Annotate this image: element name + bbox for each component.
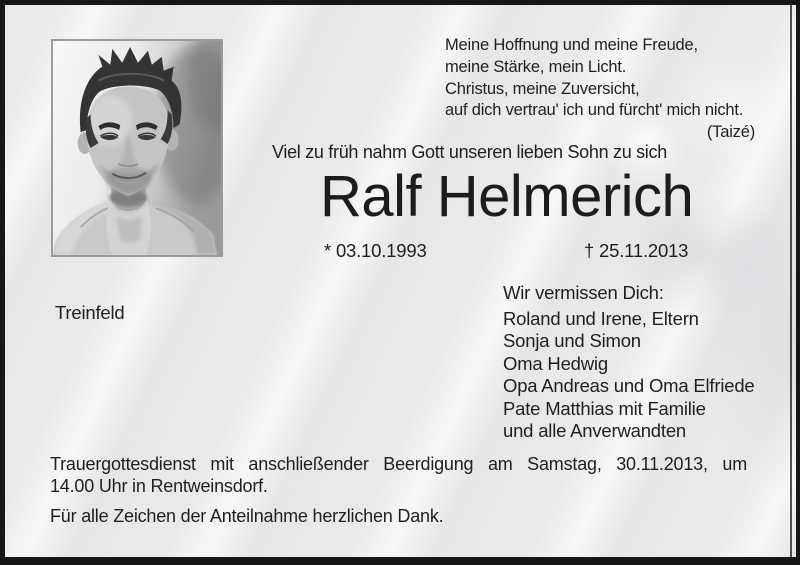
mourner-item: Sonja und Simon: [503, 330, 641, 352]
poem-line: auf dich vertrau' ich und fürcht' mich nicht.: [445, 101, 744, 120]
place-name: Treinfeld: [55, 302, 125, 323]
service-announcement: [50, 454, 747, 497]
deceased-name: Ralf Helmerich: [320, 164, 694, 229]
mourner-item: Oma Hedwig: [503, 352, 608, 374]
intro-line: Viel zu früh nahm Gott unseren lieben Sohn zu sich: [272, 142, 667, 162]
mourner-item: Roland und Irene, Eltern: [503, 308, 699, 329]
service-line: 14.00 Uhr in Rentweinsdorf.: [50, 475, 268, 496]
poem-line: meine Stärke, mein Licht.: [445, 57, 627, 76]
service-line: Trauergottesdienst mit anschließender Beerdigung am Samstag, 30.11.2013, um: [50, 454, 747, 474]
mourner-item: und alle Anverwandten: [503, 420, 686, 442]
mourner-item: Opa Andreas und Oma Elfriede: [503, 375, 755, 397]
mourners-list: [503, 308, 755, 442]
farewell-heading: Wir vermissen Dich:: [503, 282, 664, 303]
inner-right-rule: [790, 5, 792, 557]
birth-date: * 03.10.1993: [324, 240, 427, 261]
poem-line: Meine Hoffnung und meine Freude,: [445, 36, 698, 54]
death-date: † 25.11.2013: [584, 240, 689, 261]
poem-line: Christus, meine Zuversicht,: [445, 79, 640, 98]
portrait-photo-illustration: [53, 41, 221, 255]
mourner-item: Pate Matthias mit Familie: [503, 397, 706, 419]
obituary-notice-page: [5, 5, 796, 557]
poem-attribution: (Taizé): [706, 123, 755, 142]
poem-block: [445, 35, 755, 144]
portrait-photo: [51, 39, 223, 257]
thanks-line: Für alle Zeichen der Anteilnahme herzlichen Dank.: [50, 506, 444, 526]
